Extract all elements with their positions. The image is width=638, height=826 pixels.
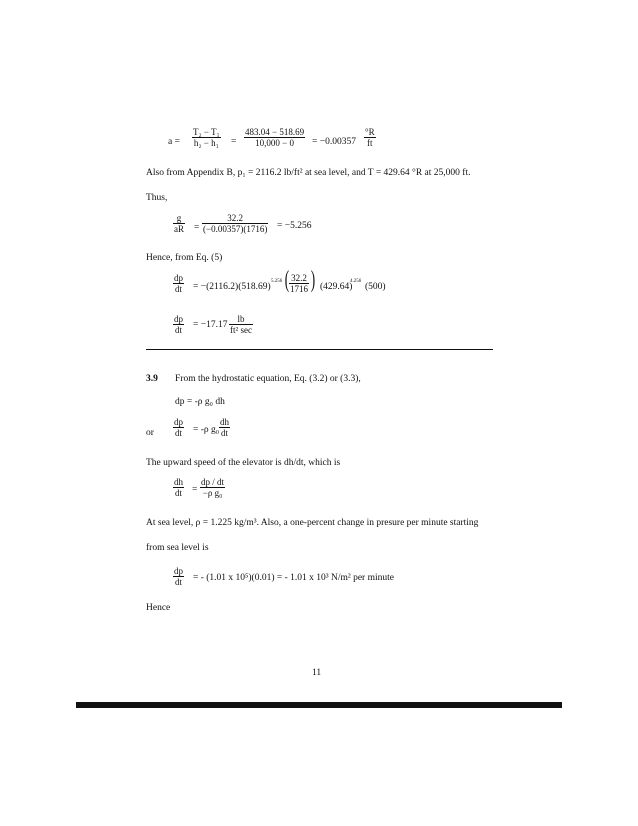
page-bottom-bar <box>76 702 562 708</box>
eq-dpdt-lhs-fraction: dp dt <box>174 273 183 294</box>
eq-speed-rhs-fraction: dp / dt −ρ g₀ <box>201 477 225 498</box>
eq-g-equals: = <box>194 223 200 233</box>
eq-speed-equals: = <box>192 485 198 495</box>
eq-speed-lhs-fraction: dh dt <box>174 477 183 498</box>
eq-a-fraction-symbolic: T₂ − T₁ h₂ − h₁ <box>193 127 220 148</box>
eq-change-lhs-fraction: dp dt <box>174 566 183 587</box>
eq-change-expression: = - (1.01 x 10⁵)(0.01) = - 1.01 x 10³ N/m² per minute <box>193 573 394 583</box>
from-sea-level-text: from sea level is <box>146 543 209 553</box>
eq-or-rhs-fraction: dh dt <box>220 417 229 438</box>
right-paren: ) <box>310 267 316 293</box>
eq-g-result: = −5.256 <box>277 221 312 231</box>
hence-from-eq5: Hence, from Eq. (5) <box>146 253 223 263</box>
problem-number: 3.9 <box>146 374 158 384</box>
hydrostatic-equation: dp = -ρ g₀ dh <box>175 397 225 407</box>
eq-g-fraction-numeric: 32.2 (−0.00357)(1716) <box>203 213 268 234</box>
eq-a-result: = −0.00357 <box>312 137 356 147</box>
eq-a-lhs: a = <box>168 137 180 147</box>
eq-dpdt-term1: = −(2116.2)(518.69) <box>193 282 271 292</box>
eq-a-fraction-numeric: 483.04 − 518.69 10,000 − 0 <box>245 127 305 148</box>
hence-label: Hence <box>146 603 171 613</box>
eq-result-unit: lb ft² sec <box>230 314 252 335</box>
eq-g-fraction-symbolic: g aR <box>174 213 184 234</box>
eq-dpdt-term3: (500) <box>365 282 386 292</box>
eq-dpdt-paren-fraction: 32.2 1716 <box>290 273 308 294</box>
page-number: 11 <box>312 668 322 678</box>
eq-result-value: = −17.17 <box>193 320 228 330</box>
eq-dpdt-term2: (429.64) <box>320 282 353 292</box>
sea-level-text: At sea level, ρ = 1.225 kg/m³. Also, a one-percent change in presure per minute starting <box>146 518 479 528</box>
eq-dpdt-exp2: 4.256 <box>350 279 362 284</box>
eq-or-mid: = -ρ g₀ <box>193 425 220 435</box>
eq-or-lhs-fraction: dp dt <box>174 417 183 438</box>
eq-dpdt-exp1: 5.256 <box>271 279 283 284</box>
eq-a-unit: °R ft <box>365 127 375 148</box>
or-label: or <box>146 428 154 438</box>
eq-a-equals: = <box>231 137 237 147</box>
thus-label: Thus, <box>146 193 168 203</box>
problem-intro: From the hydrostatic equation, Eq. (3.2) or (3.3), <box>175 374 361 384</box>
eq-result-lhs-fraction: dp dt <box>174 314 183 335</box>
section-divider <box>146 349 493 350</box>
upward-speed-text: The upward speed of the elevator is dh/dt, which is <box>146 458 341 468</box>
left-paren: ( <box>284 267 290 293</box>
appendix-paragraph: Also from Appendix B, p₁ = 2116.2 lb/ft² at sea level, and T = 429.64 °R at 25,000 ft. <box>146 168 471 178</box>
